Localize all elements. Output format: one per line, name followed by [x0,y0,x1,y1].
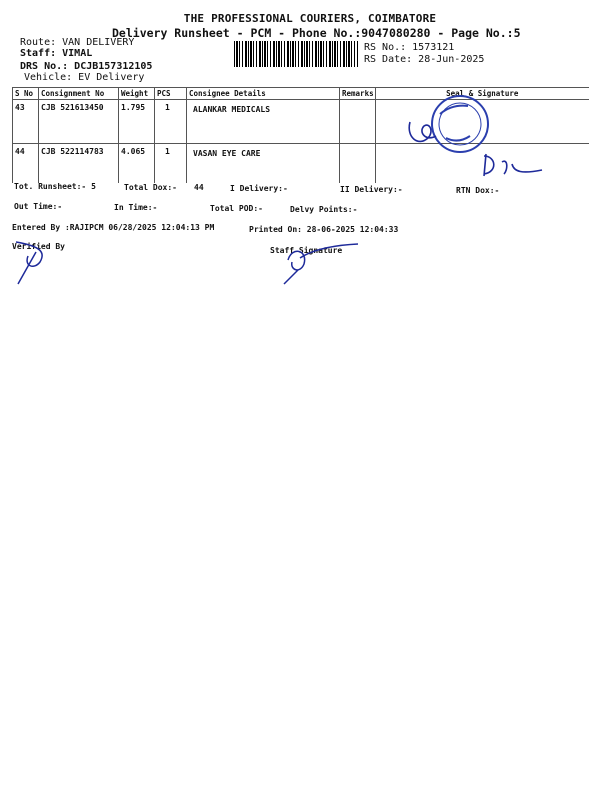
vehicle-label: Vehicle: EV Delivery [24,72,145,83]
col-pcs: PCS [155,88,187,100]
col-sno: S No [13,88,39,100]
cell-consignment: CJB 522114783 [39,144,119,184]
cell-remarks [340,144,376,184]
entered-by: Entered By :RAJIPCM 06/28/2025 12:04:13 PM [12,223,215,232]
delivery-points: Delvy Points:- [290,205,358,214]
table-header-row [13,88,589,100]
total-dox-value: 44 [194,183,204,192]
cell-consignee: ALANKAR MEDICALS [187,100,340,144]
cell-pcs: 1 [155,144,187,184]
route-label: Route: VAN DELIVERY [20,37,135,48]
cell-consignee: VASAN EYE CARE [187,144,340,184]
col-remarks: Remarks [340,88,376,100]
staff-signature-label: Staff Signature [270,246,343,255]
col-seal-signature: Seal & Signature [376,88,589,100]
total-pod: Total POD:- [210,204,263,213]
ii-delivery: II Delivery:- [340,185,403,194]
cell-consignment: CJB 521613450 [39,100,119,144]
cell-sno: 44 [13,144,39,184]
verified-by-label: Verified By [12,242,65,251]
out-time: Out Time:- [14,202,63,211]
cell-weight: 1.795 [119,100,155,144]
col-consignment: Consignment No [39,88,119,100]
cell-sno: 43 [13,100,39,144]
in-time: In Time:- [114,203,158,212]
table-row [13,100,589,144]
cell-pcs: 1 [155,100,187,144]
rs-number: RS No.: 1573121 [364,42,455,53]
drs-number: DRS No.: DCJB157312105 [20,61,153,72]
col-consignee: Consignee Details [187,88,340,100]
i-delivery: I Delivery:- [230,184,288,193]
barcode [234,41,358,67]
seal-stamp-icon [400,92,500,154]
runsheet-title: Delivery Runsheet - PCM - Phone No.:9047080280 - Page No.:5 [112,26,521,40]
rtn-dox: RTN Dox:- [456,186,500,195]
cell-remarks [340,100,376,144]
total-runsheet: Tot. Runsheet:- 5 [14,182,96,191]
signature-mark-icon [478,150,548,180]
staff-signature-icon [278,240,368,286]
verifier-signature-icon [10,238,70,286]
total-dox-label: Total Dox:- [124,183,177,192]
staff-label: Staff: VIMAL [20,48,93,59]
printed-on: Printed On: 28-06-2025 12:04:33 [249,225,399,234]
company-name: THE PROFESSIONAL COURIERS, COIMBATORE [183,12,437,25]
rs-date: RS Date: 28-Jun-2025 [364,54,485,65]
col-weight: Weight [119,88,155,100]
cell-weight: 4.065 [119,144,155,184]
